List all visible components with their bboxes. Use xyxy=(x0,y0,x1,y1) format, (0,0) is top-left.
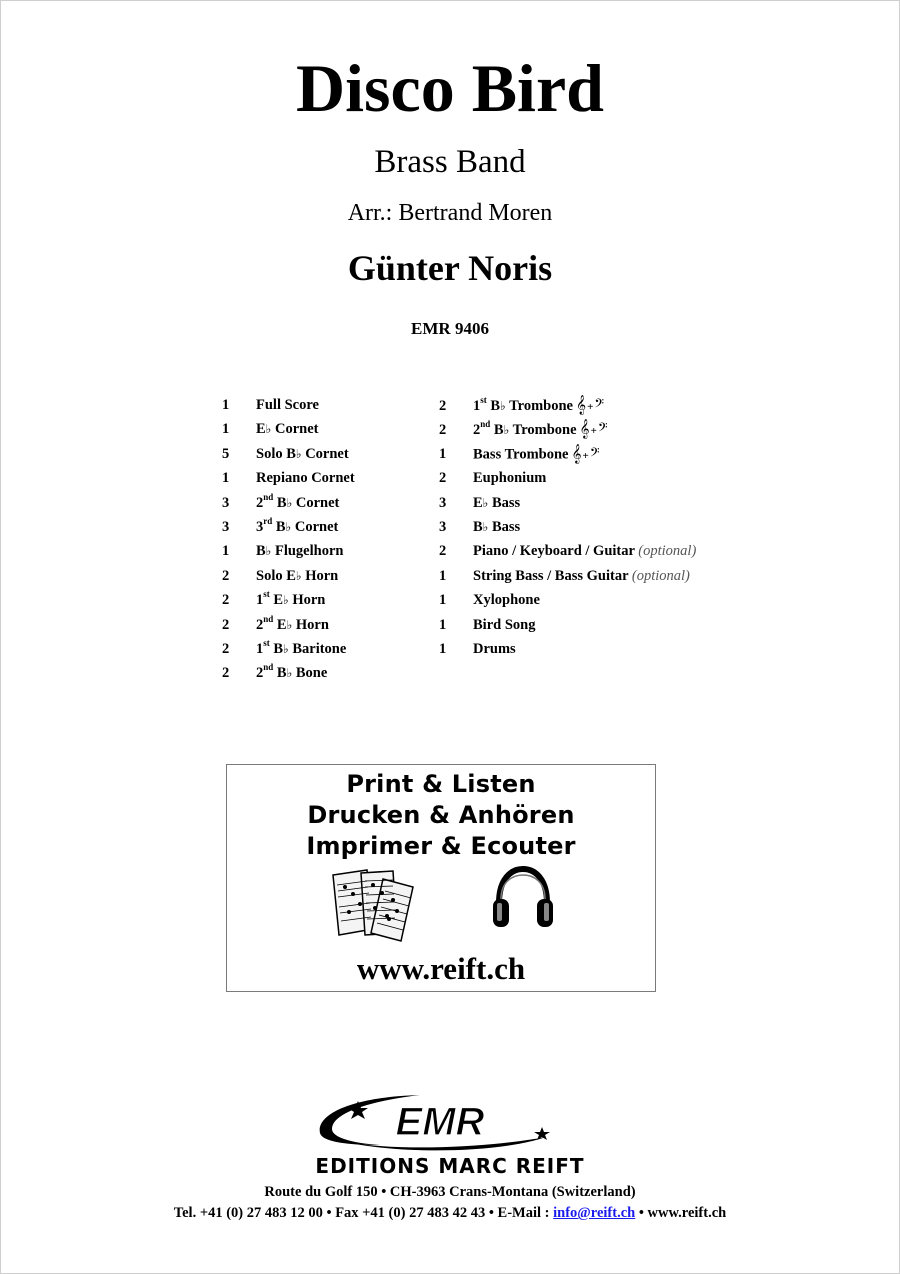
bass-clef-icon: 𝄢 xyxy=(594,396,604,414)
promo-website: www.reift.ch xyxy=(356,951,526,986)
promo-line-english: Print & Listen xyxy=(346,770,536,798)
part-name-pre: Solo E xyxy=(256,567,296,584)
plus-sign: + xyxy=(587,401,594,413)
score-title: Disco Bird xyxy=(296,50,604,126)
part-name xyxy=(473,617,535,633)
part-row xyxy=(439,466,696,490)
treble-clef-icon: 𝄞 xyxy=(571,443,582,464)
part-name-pre: 1 xyxy=(256,640,264,657)
part-quantity: 1 xyxy=(439,616,447,633)
part-row xyxy=(439,442,696,466)
part-name-pre: E xyxy=(473,494,483,511)
part-row xyxy=(439,539,696,563)
publisher-address: Route du Golf 150 • CH-3963 Crans-Montana (Switzerland) xyxy=(264,1184,636,1200)
part-name-mid: E xyxy=(269,592,284,609)
print-listen-box xyxy=(226,764,656,992)
part-name-mid: E xyxy=(273,616,287,633)
part-quantity: 2 xyxy=(439,421,447,438)
part-name-mid: B xyxy=(269,640,284,657)
part-name-sup: nd xyxy=(263,613,274,624)
part-name xyxy=(473,446,568,462)
part-name-post: Flugelhorn xyxy=(271,543,344,560)
part-name xyxy=(473,519,520,535)
part-name xyxy=(256,446,349,462)
part-name-sup: nd xyxy=(263,491,274,502)
part-name-mid: Bird Song xyxy=(473,616,536,633)
part-row xyxy=(222,515,355,539)
treble-clef-icon: 𝄞 xyxy=(579,419,590,440)
part-row xyxy=(222,613,355,637)
part-name xyxy=(256,470,355,486)
part-quantity: 2 xyxy=(222,640,230,657)
part-quantity: 2 xyxy=(222,616,230,633)
part-quantity: 1 xyxy=(222,397,230,413)
promo-line-german: Drucken & Anhören xyxy=(307,801,575,829)
part-row xyxy=(439,564,696,588)
catalog-number: EMR 9406 xyxy=(411,319,489,338)
part-name-post: Bone xyxy=(292,665,328,682)
part-quantity: 3 xyxy=(222,518,230,535)
contact-website: • www.reift.ch xyxy=(635,1205,727,1221)
part-name-post: Cornet xyxy=(291,518,339,535)
part-name-sup: st xyxy=(480,394,487,405)
emr-logo xyxy=(310,1093,562,1151)
part-name-sup: rd xyxy=(263,516,273,527)
part-quantity: 1 xyxy=(439,446,447,463)
sheet-music-icon xyxy=(327,867,423,943)
part-name-pre: 2 xyxy=(256,494,264,511)
part-name-post: Trombone xyxy=(505,397,573,414)
part-row xyxy=(222,661,355,685)
part-name-pre: Solo B xyxy=(256,445,296,462)
part-quantity: 2 xyxy=(222,592,230,609)
parts-list-right xyxy=(439,393,696,661)
part-name xyxy=(473,470,546,486)
part-name-mid: B xyxy=(490,421,504,438)
part-quantity: 1 xyxy=(222,421,230,438)
part-name xyxy=(256,613,329,633)
ensemble-subtitle: Brass Band xyxy=(374,144,526,180)
part-name xyxy=(473,419,577,438)
optional-note: (optional) xyxy=(638,543,697,560)
part-quantity: 3 xyxy=(439,518,447,535)
part-name-sup: nd xyxy=(263,662,274,673)
part-name-post: Bass xyxy=(488,518,521,535)
arranger-credit: Arr.: Bertrand Moren xyxy=(347,200,553,226)
flat-sign: ♭ xyxy=(286,617,293,632)
part-row xyxy=(222,564,355,588)
part-name-sup: st xyxy=(263,638,270,649)
part-name-mid: Drums xyxy=(473,640,516,657)
part-name-mid: String Bass / Bass Guitar xyxy=(473,567,629,584)
part-quantity: 3 xyxy=(222,494,230,511)
part-name-mid: Bass Trombone xyxy=(473,446,569,463)
part-quantity: 1 xyxy=(439,592,447,609)
part-name-mid: B xyxy=(273,494,287,511)
part-name xyxy=(256,543,343,559)
part-name xyxy=(473,394,573,414)
flat-sign: ♭ xyxy=(503,422,510,437)
treble-clef-icon: 𝄞 xyxy=(576,395,587,415)
part-name-mid: Full Score xyxy=(256,397,319,413)
part-quantity: 1 xyxy=(222,543,230,560)
part-quantity: 2 xyxy=(222,567,230,584)
part-name xyxy=(256,516,339,535)
bass-clef-icon: 𝄢 xyxy=(589,444,600,463)
part-quantity: 1 xyxy=(222,470,230,487)
part-name-mid: B xyxy=(486,397,501,414)
part-name xyxy=(473,641,516,657)
part-name xyxy=(473,543,635,559)
part-name-post: Baritone xyxy=(288,640,347,657)
part-name-mid: Repiano Cornet xyxy=(256,470,355,487)
part-name xyxy=(473,495,520,511)
part-name-post: Cornet xyxy=(292,494,340,511)
part-row xyxy=(222,417,355,441)
part-row xyxy=(222,491,355,515)
flat-sign: ♭ xyxy=(285,519,292,534)
part-quantity: 3 xyxy=(439,494,447,511)
part-row xyxy=(222,393,355,417)
part-name xyxy=(256,421,318,437)
part-name-mid: Piano / Keyboard / Guitar xyxy=(473,543,635,560)
publisher-contact xyxy=(0,1204,900,1222)
parts-list-left xyxy=(222,393,355,686)
part-row xyxy=(222,539,355,563)
flat-sign: ♭ xyxy=(265,422,272,437)
part-name-pre: 2 xyxy=(256,616,264,633)
flat-sign: ♭ xyxy=(482,495,489,510)
plus-sign: + xyxy=(590,425,597,438)
part-name xyxy=(256,662,328,682)
headphones-icon xyxy=(491,865,555,931)
part-name xyxy=(256,397,319,413)
flat-sign: ♭ xyxy=(265,544,272,559)
part-name xyxy=(473,592,540,608)
part-row xyxy=(222,466,355,490)
part-name-mid: B xyxy=(272,518,286,535)
part-name-pre: 1 xyxy=(256,592,264,609)
part-row xyxy=(439,613,696,637)
flat-sign: ♭ xyxy=(295,446,302,461)
part-quantity: 1 xyxy=(439,567,447,584)
composer-name: Günter Noris xyxy=(347,248,553,288)
part-name-mid: Euphonium xyxy=(473,470,547,487)
part-quantity: 2 xyxy=(439,470,447,487)
part-row xyxy=(222,442,355,466)
emr-logo-text: EMR xyxy=(395,1100,485,1144)
part-quantity: 2 xyxy=(439,397,447,414)
part-name-pre: E xyxy=(256,421,266,438)
part-name xyxy=(473,568,628,584)
part-name-pre: 1 xyxy=(473,397,481,414)
part-name xyxy=(256,491,340,511)
clef-icons xyxy=(571,442,599,468)
part-quantity: 2 xyxy=(439,543,447,560)
bass-clef-icon: 𝄢 xyxy=(597,420,608,439)
plus-sign: + xyxy=(582,449,589,462)
part-name-pre: B xyxy=(256,543,266,560)
flat-sign: ♭ xyxy=(482,519,489,534)
part-name-mid: Xylophone xyxy=(473,592,540,609)
part-row xyxy=(439,491,696,515)
promo-line-french: Imprimer & Ecouter xyxy=(306,832,576,860)
email-link[interactable]: info@reift.ch xyxy=(553,1205,636,1221)
part-quantity: 2 xyxy=(222,665,230,682)
contact-phone-fax: Tel. +41 (0) 27 483 12 00 • Fax +41 (0) 27 483 42 43 • E-Mail : xyxy=(173,1205,554,1221)
part-row xyxy=(439,417,696,441)
part-name-post: Bass xyxy=(488,494,521,511)
optional-note: (optional) xyxy=(631,567,690,584)
part-name-mid: B xyxy=(273,665,287,682)
flat-sign: ♭ xyxy=(500,398,506,413)
clef-icons xyxy=(576,393,604,419)
flat-sign: ♭ xyxy=(286,495,293,510)
part-name xyxy=(256,589,326,609)
flat-sign: ♭ xyxy=(286,666,293,681)
part-row xyxy=(439,515,696,539)
part-row xyxy=(222,637,355,661)
publisher-name: EDITIONS MARC REIFT xyxy=(315,1154,585,1178)
part-name xyxy=(256,568,338,584)
part-name-post: Cornet xyxy=(271,421,319,438)
part-name-post: Horn xyxy=(288,592,326,609)
flat-sign: ♭ xyxy=(283,641,289,656)
part-row xyxy=(439,588,696,612)
part-name-sup: nd xyxy=(480,419,491,430)
part-row xyxy=(439,393,696,417)
part-name-pre: 3 xyxy=(256,518,264,535)
clef-icons xyxy=(580,417,608,443)
flat-sign: ♭ xyxy=(295,568,302,583)
part-row xyxy=(439,637,696,661)
part-name-post: Cornet xyxy=(301,445,349,462)
part-name-pre: B xyxy=(473,518,483,535)
part-row xyxy=(222,588,355,612)
part-name-post: Horn xyxy=(301,567,339,584)
part-name-post: Trombone xyxy=(509,421,577,438)
part-name-pre: 2 xyxy=(473,421,481,438)
part-quantity: 1 xyxy=(439,640,447,657)
part-name-pre: 2 xyxy=(256,665,264,682)
part-name xyxy=(256,638,347,657)
flat-sign: ♭ xyxy=(283,593,289,608)
part-quantity: 5 xyxy=(222,445,230,462)
part-name-sup: st xyxy=(263,589,270,600)
part-name-post: Horn xyxy=(292,616,329,633)
